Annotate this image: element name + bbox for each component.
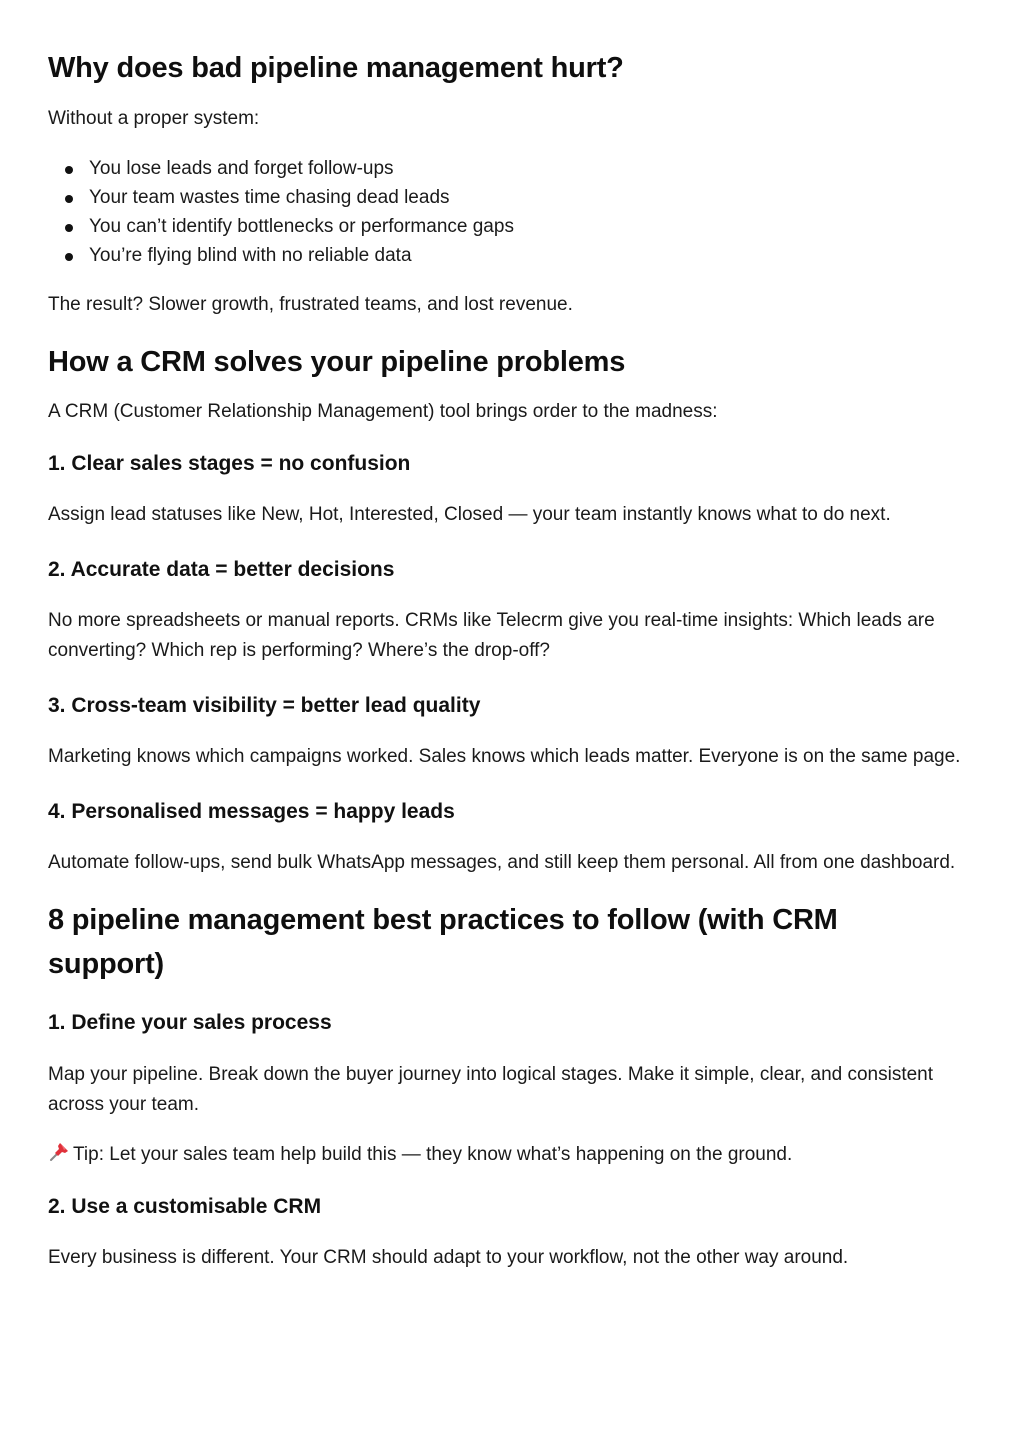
paragraph-customisable-crm: Every business is different. Your CRM should adapt to your workflow, not the other way around.: [48, 1247, 849, 1268]
bad-pipeline-list: [48, 154, 984, 270]
paragraph-result: The result? Slower growth, frustrated teams, and lost revenue.: [48, 294, 573, 315]
heading-define-process: 1. Define your sales process: [48, 1011, 332, 1034]
paragraph-personalised: Automate follow-ups, send bulk WhatsApp messages, and still keep them personal. All from one dashboard.: [48, 852, 956, 873]
heading-accurate-data: 2. Accurate data = better decisions: [48, 558, 395, 581]
heading-best-practices: 8 pipeline management best practices to follow (with CRM support): [48, 904, 838, 980]
list-item: You’re flying blind with no reliable data: [48, 241, 984, 270]
tip-text: Tip: Let your sales team help build this — they know what’s happening on the ground.: [73, 1144, 793, 1165]
heading-crm-solves: How a CRM solves your pipeline problems: [48, 346, 626, 378]
paragraph-define-process: Map your pipeline. Break down the buyer journey into logical stages. Make it simple, clear, and consistent across your team.: [48, 1064, 934, 1115]
heading-clear-stages: 1. Clear sales stages = no confusion: [48, 452, 411, 475]
list-item: Your team wastes time chasing dead leads: [48, 183, 984, 212]
paragraph-accurate-data: No more spreadsheets or manual reports. CRMs like Telecrm give you real-time insights: Which leads are converting? Which rep is performing? Where’s the drop-off?: [48, 610, 935, 661]
heading-personalised: 4. Personalised messages = happy leads: [48, 800, 455, 823]
paragraph-crm-intro: A CRM (Customer Relationship Management) tool brings order to the madness:: [48, 401, 718, 422]
heading-bad-pipeline: Why does bad pipeline management hurt?: [48, 52, 624, 84]
list-item: You lose leads and forget follow-ups: [48, 154, 984, 183]
paragraph-without-system: Without a proper system:: [48, 108, 260, 129]
heading-cross-team: 3. Cross-team visibility = better lead quality: [48, 694, 481, 717]
tip-paragraph: [48, 1140, 984, 1170]
paragraph-cross-team: Marketing knows which campaigns worked. Sales knows which leads matter. Everyone is on the same page.: [48, 746, 961, 767]
heading-customisable-crm: 2. Use a customisable CRM: [48, 1195, 322, 1218]
bullet-icon: [65, 166, 73, 174]
bullet-icon: [65, 224, 73, 232]
bullet-icon: [65, 195, 73, 203]
bullet-icon: [65, 253, 73, 261]
list-item: You can’t identify bottlenecks or performance gaps: [48, 212, 984, 241]
paragraph-clear-stages: Assign lead statuses like New, Hot, Interested, Closed — your team instantly knows what to do next.: [48, 504, 891, 525]
pushpin-icon: [48, 1141, 70, 1163]
